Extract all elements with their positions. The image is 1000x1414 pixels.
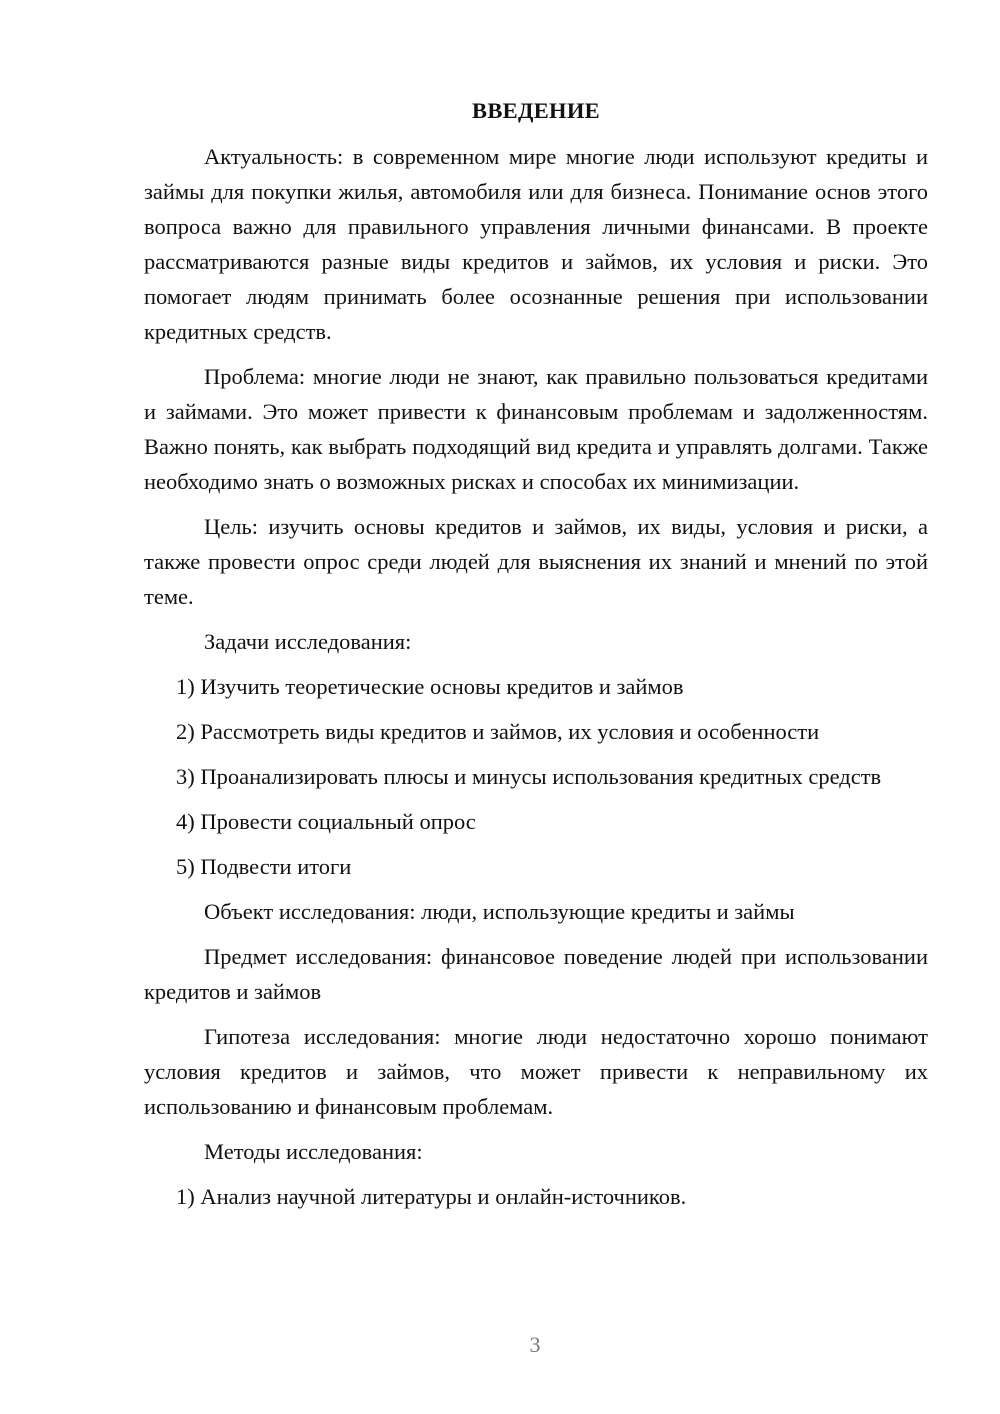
relevance-paragraph: Актуальность: в современном мире многие люди используют кредиты и займы для покупки жилья, автомобиля или для бизнеса. Понимание основ этого вопроса важно для правильного управления личными финансами. В проекте рассматриваются разные виды кредитов и займов, их условия и риски. Это помогает людям принимать более осознанные решения при использовании кредитных средств. (144, 144, 928, 344)
subject-paragraph: Предмет исследования: финансовое поведение людей при использовании кредитов и займов (144, 944, 928, 1004)
methods-heading: Методы исследования: (204, 1139, 423, 1164)
task-item-4: 4) Провести социальный опрос (176, 809, 476, 834)
hypothesis-paragraph: Гипотеза исследования: многие люди недостаточно хорошо понимают условия кредитов и займов, что может привести к неправильному их использованию и финансовым проблемам. (144, 1024, 928, 1119)
task-item-5: 5) Подвести итоги (176, 854, 352, 879)
object-paragraph: Объект исследования: люди, использующие кредиты и займы (204, 899, 795, 924)
method-item-1: 1) Анализ научной литературы и онлайн-источников. (176, 1184, 687, 1209)
goal-paragraph: Цель: изучить основы кредитов и займов, их виды, условия и риски, а также провести опрос среди людей для выяснения их знаний и мнений по этой теме. (144, 514, 928, 609)
page-title: ВВЕДЕНИЕ (472, 98, 600, 123)
task-item-1: 1) Изучить теоретические основы кредитов и займов (176, 674, 684, 699)
tasks-heading: Задачи исследования: (204, 629, 412, 654)
page-content (144, 96, 928, 1224)
problem-paragraph: Проблема: многие люди не знают, как правильно пользоваться кредитами и займами. Это может привести к финансовым проблемам и задолженностям. Важно понять, как выбрать подходящий вид кредита и управлять долгами. Также необходимо знать о возможных рисках и способах их минимизации. (144, 364, 928, 494)
task-item-3: 3) Проанализировать плюсы и минусы использования кредитных средств (176, 764, 882, 789)
page-number: 3 (529, 1332, 541, 1357)
task-item-2: 2) Рассмотреть виды кредитов и займов, их условия и особенности (176, 719, 820, 744)
